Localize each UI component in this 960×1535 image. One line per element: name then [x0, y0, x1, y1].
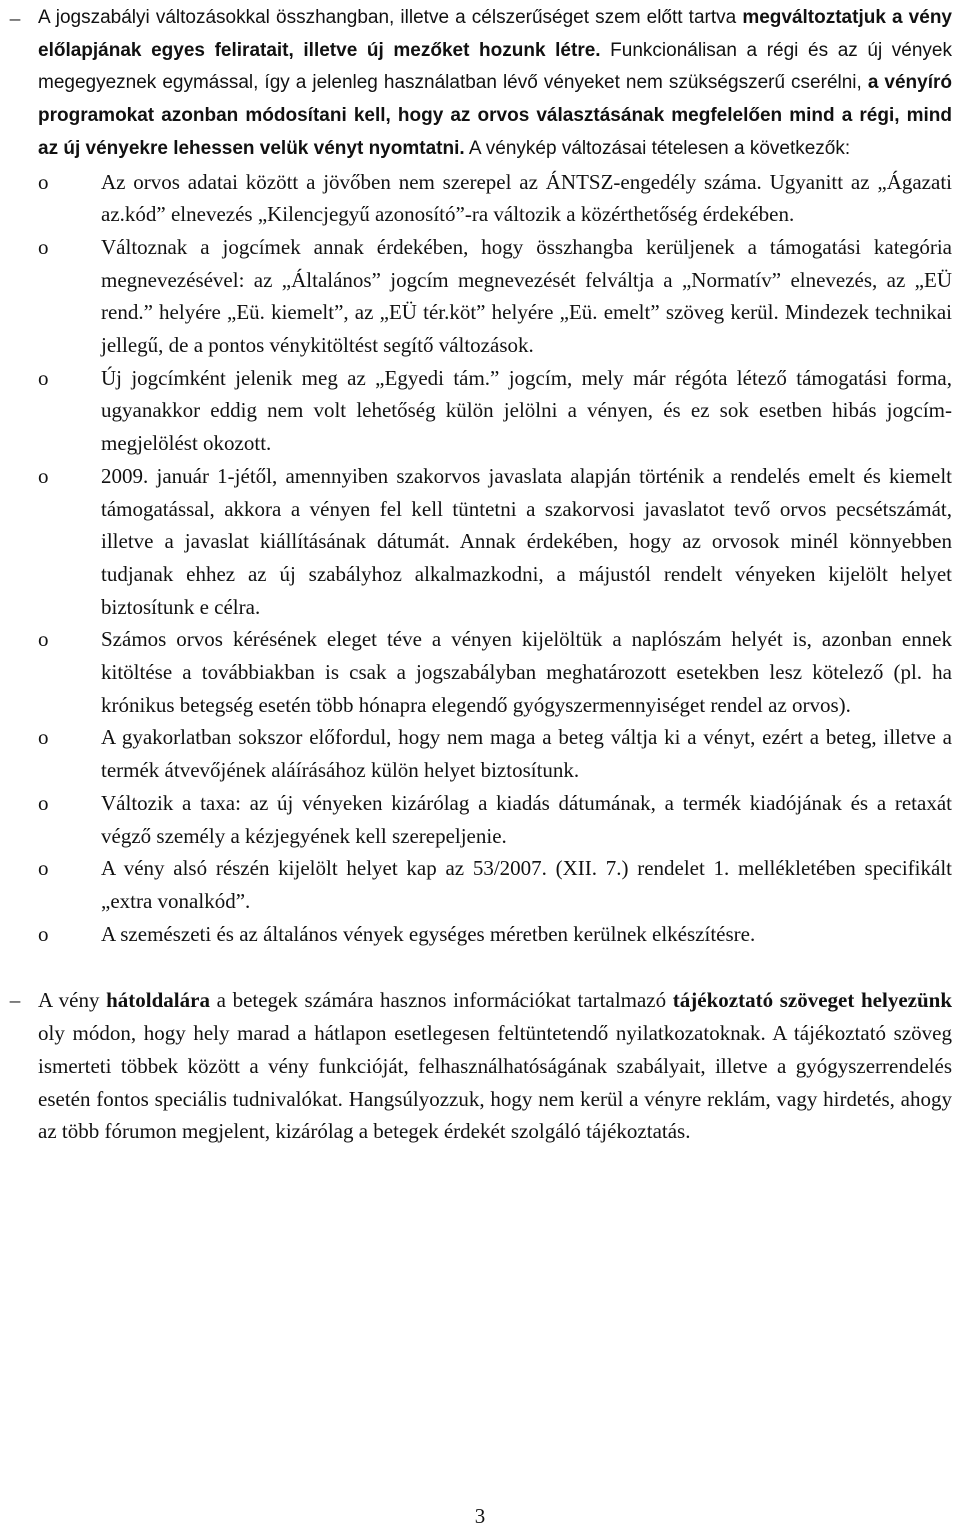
list-bullet: o — [38, 234, 49, 259]
intro-text-a: A jogszabályi változásokkal összhangban, illetve a célszerűséget szem előtt tartva — [38, 7, 743, 28]
intro-bold-d: a vényíró programokat azonban módosítani kell, hogy az orvos választásának megfelelően mind a régi, mind az új vényekre lehessen velük vényt nyomtatni. — [38, 72, 952, 159]
dash-bullet: – — [9, 988, 21, 1013]
back-bold-b: hátoldalára — [106, 988, 210, 1013]
dash-bullet: – — [9, 6, 21, 30]
list-item-text: Az orvos adatai között a jövőben nem szerepel az ÁNTSZ-engedély száma. Ugyanitt az „Ágazati az.kód” elnevezés „Kilencjegyű azonosító”-ra változik a közérthetőség érdekében. — [101, 169, 952, 227]
list-item-text: A gyakorlatban sokszor előfordul, hogy nem maga a beteg váltja ki a vényt, ezért a beteg, illetve a termék átvevőjének aláírásához külön helyet biztosítunk. — [101, 725, 952, 783]
section-gap — [38, 950, 952, 984]
section-changes-front — [9, 2, 952, 950]
intro-bold-a: megváltoztatjuk a vény előlapjának egyes feliratait, illetve új mezőket hozunk létre. — [38, 7, 952, 61]
change-list — [38, 166, 952, 951]
list-bullet: o — [38, 169, 49, 194]
list-item-text: Számos orvos kérésének eleget téve a vényen kijelöltük a naplószám helyét is, azonban ennek kitöltése a továbbiakban is csak a jogszabályban meghatározott esetekben lesz kötelező (pl. ha krónikus betegség esetén több hónapra elegendő gyógyszermennyiséget rendel az orvos). — [101, 627, 952, 717]
list-item-text: Változnak a jogcímek annak érdekében, hogy összhangba kerüljenek a támogatási kategória megnevezésével: az „Általános” jogcím megnevezését felváltja a „Normatív” elnevezés, az „EÜ rend.” helyére „Eü. kiemelt”, az „EÜ tér.köt” helyére „Eü. emelt” szöveg kerül. Mindezek technikai jellegű, de a pontos vénykitöltést segítő változások. — [101, 234, 952, 358]
list-item — [38, 623, 952, 721]
back-text-c: a betegek számára hasznos információkat tartalmazó — [209, 988, 673, 1013]
list-item — [38, 721, 952, 786]
list-bullet: o — [38, 627, 49, 652]
back-side-paragraph — [38, 984, 952, 1148]
list-item — [38, 231, 952, 362]
list-item — [38, 787, 952, 852]
list-bullet: o — [38, 921, 49, 946]
list-item — [38, 918, 952, 951]
list-item — [38, 166, 952, 231]
list-bullet: o — [38, 463, 49, 488]
section-back-side — [9, 984, 953, 1148]
list-bullet: o — [38, 856, 49, 881]
list-bullet: o — [38, 790, 49, 815]
list-item-text: 2009. január 1-jétől, amennyiben szakorvos javaslata alapján történik a rendelés emelt és kiemelt támogatással, akkora a vényen fel kell tüntetni a szakorvosi javaslatot tevő orvos pecsétszámát, illetve a javaslat kiállításának dátumát. Annak érdekében, hogy az orvosok minél könnyebben tudjanak ehhez az új szabályhoz alkalmazkodni, a májustól rendelt vényeken kijelölt helyet biztosítunk e célra. — [101, 463, 952, 619]
list-item-text: Új jogcímként jelenik meg az „Egyedi tám.” jogcím, mely már régóta létező támogatási forma, ugyanakkor eddig nem volt lehetőség külön jelölni a vényen, és ez sok esetben hibás jogcím-megjelölést okozott. — [101, 365, 952, 456]
list-bullet: o — [38, 725, 49, 750]
intro-paragraph — [38, 2, 952, 166]
page-number: 3 — [474, 1504, 486, 1528]
list-item — [38, 460, 952, 624]
list-item-text: A vény alsó részén kijelölt helyet kap az 53/2007. (XII. 7.) rendelet 1. mellékletében specifikált „extra vonalkód”. — [101, 856, 952, 913]
list-item — [38, 852, 952, 917]
back-bold-d: tájékoztató szöveget helyezünk — [672, 988, 953, 1013]
intro-text-c: Funkcionálisan a régi és az új vények megegyeznek egymással, így a jelenleg használatban lévő vényeket nem szükségszerű cserélni, — [38, 39, 952, 94]
list-bullet: o — [38, 365, 49, 390]
list-item — [38, 362, 952, 460]
back-text-e: oly módon, hogy hely marad a hátlapon esetlegesen feltüntetendő nyilatkozatoknak. A tájékoztató szöveg ismerteti többek között a vény funkcióját, felhasználhatóságának szabályait, illetve a gyógyszerrendelés esetén fontos speciális tudnivalókat. Hangsúlyozzuk, hogy nem kerül a vényre reklám, vagy hirdetés, ahogy az több fórumon megjelent, kizárólag a betegek érdekét szolgáló tájékoztatás. — [38, 1021, 952, 1144]
intro-text-e: A vénykép változásai tételesen a következők: — [464, 137, 851, 159]
list-item-text: A szemészeti és az általános vények egységes méretben kerülnek elkészítésre. — [101, 921, 756, 946]
list-item-text: Változik a taxa: az új vényeken kizárólag a kiadás dátumának, a termék kiadójának és a retaxát végző személy a kézjegyének kell szerepeljenie. — [101, 790, 952, 848]
back-text-a: A vény — [38, 988, 107, 1013]
